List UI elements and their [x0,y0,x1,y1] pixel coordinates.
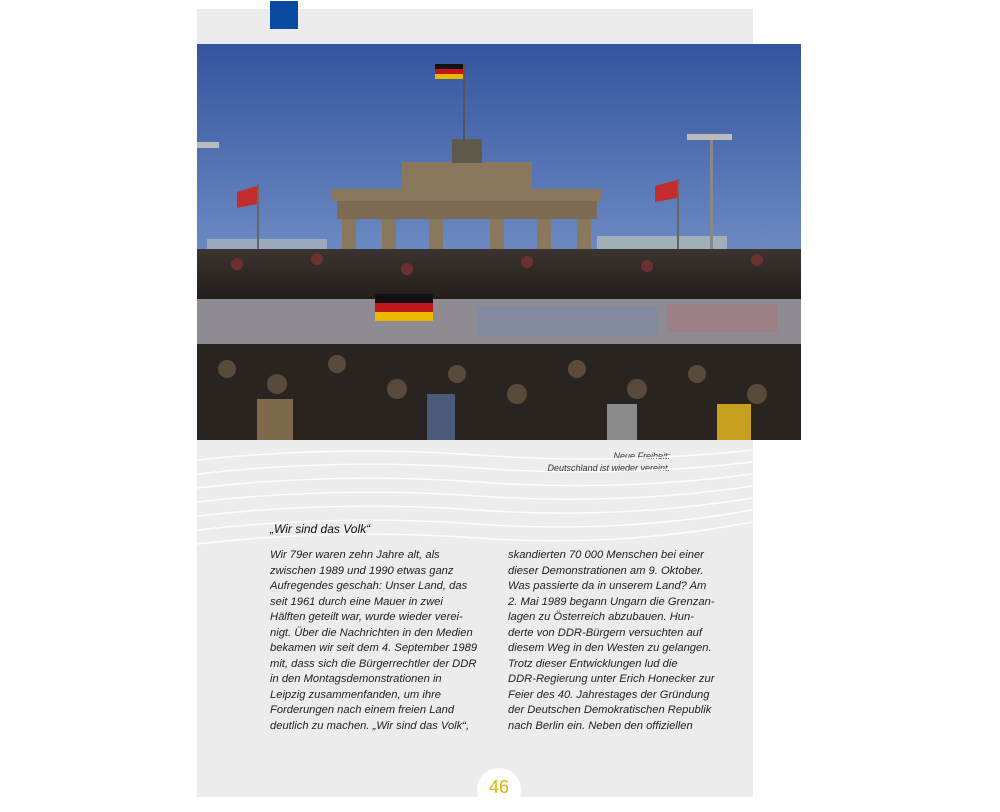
text-line: 2. Mai 1989 begann Ungarn die Grenzan- [508,595,715,608]
text-line: Feier des 40. Jahrestages der Gründung [508,688,710,701]
blue-corner-marker [270,1,298,29]
text-line: Trotz dieser Entwicklungen lud die [508,657,678,670]
text-line: seit 1961 durch eine Mauer in zwei [270,595,443,608]
text-line: DDR-Regierung unter Erich Honecker zur [508,673,715,685]
text-line: Forderungen nach einem freien Land [270,704,455,716]
article-column-left [270,548,500,734]
text-line: nach Berlin ein. Neben den offiziellen [508,719,693,732]
text-line: skandierten 70 000 Menschen bei einer [508,549,704,561]
article-heading: „Wir sind das Volk“ [270,522,371,536]
text-line: diesem Weg in den Westen zu gelangen. [508,642,712,654]
caption-line: Deutschland ist wieder vereint. [547,463,670,473]
article-column-right [508,548,738,734]
text-line: nigt. Über die Nachrichten in den Medien [270,626,473,639]
text-line: zwischen 1989 und 1990 etwas ganz [270,564,454,577]
text-line: dieser Demonstrationen am 9. Oktober. [508,564,704,577]
text-line: bekamen wir seit dem 4. September 1989 [270,642,478,654]
text-line: lagen zu Österreich abzubauen. Hun- [508,611,694,623]
caption-line: Neue Freiheit: [613,451,670,461]
text-line: mit, dass sich die Bürgerrechtler der DDR [270,657,477,670]
text-line: der Deutschen Demokratischen Republik [508,704,712,716]
text-line: Leipzig zusammenfanden, um ihre [270,688,442,701]
photo-brandenburg-gate-crowd-icon [197,44,801,440]
text-line: derte von DDR-Bürgern versuchten auf [508,626,703,639]
photo-brandenburg-gate [197,44,801,440]
page-number: 46 [477,768,521,812]
text-line: deutlich zu machen. „Wir sind das Volk“, [270,719,470,732]
text-line: Aufregendes geschah: Unser Land, das [270,580,468,592]
text-line: in den Montagsdemonstrationen in [270,673,442,685]
text-line: Wir 79er waren zehn Jahre alt, als [270,549,440,561]
text-line: Was passierte da in unserem Land? Am [508,580,707,592]
text-line: Hälften geteilt war, wurde wieder verei- [270,611,463,623]
